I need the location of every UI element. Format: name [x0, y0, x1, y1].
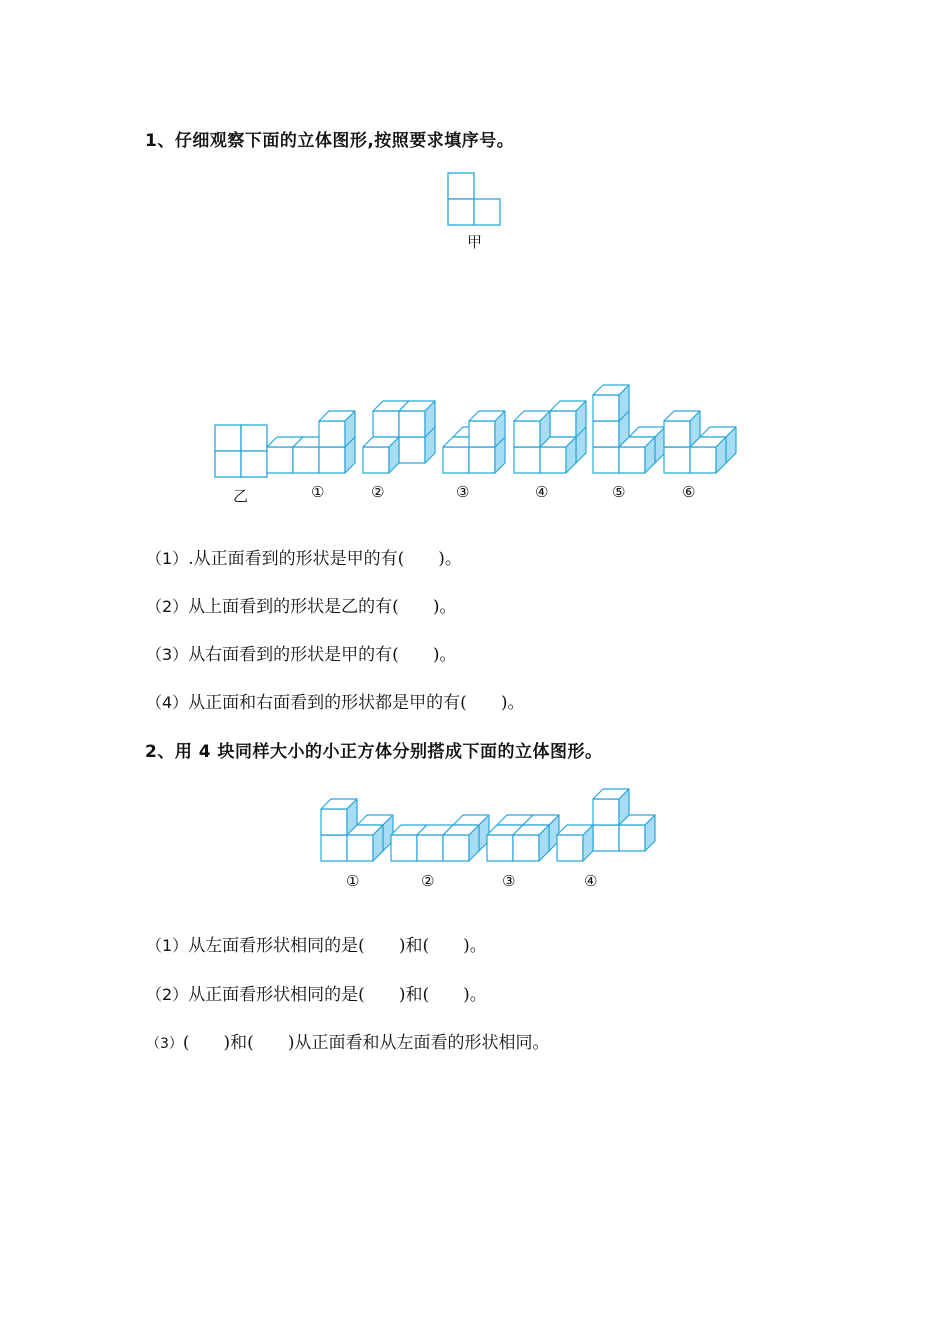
s1-figure-label-6: ⑥ — [682, 483, 696, 501]
cube-front-face — [619, 825, 645, 851]
cube-front-face — [690, 447, 716, 473]
s1-question-4-number: （4） — [146, 693, 189, 712]
cube-front-face — [363, 447, 389, 473]
s2-question-3 — [146, 1028, 549, 1053]
cube-front-face — [487, 835, 513, 861]
section2-heading: 2、用 4 块同样大小的小正方体分别搭成下面的立体图形。 — [145, 742, 603, 762]
s2-question-1-number: （1） — [146, 936, 189, 955]
s1-question-1-text: .从正面看到的形状是甲的有( )。 — [188, 549, 462, 569]
cube-front-face — [321, 809, 347, 835]
s1-question-1 — [146, 544, 462, 569]
cube-front-face — [443, 835, 469, 861]
s1-figure-label-4: ④ — [535, 483, 549, 501]
cube-front-face — [619, 447, 645, 473]
s2-figure-label-2: ② — [421, 872, 435, 890]
cube-front-face — [319, 447, 345, 473]
cube-front-face — [513, 835, 539, 861]
s1-question-4 — [146, 688, 524, 713]
cube-front-face — [321, 835, 347, 861]
section1-solid-figures — [0, 390, 950, 520]
s1-question-1-number: （1） — [146, 549, 189, 568]
s2-question-3-text: ( )和( )从正面看和从左面看的形状相同。 — [182, 1033, 550, 1053]
s1-question-3-text: 从右面看到的形状是甲的有( )。 — [188, 645, 457, 665]
s1-figure-label-3: ③ — [456, 483, 470, 501]
cube-front-face — [514, 447, 540, 473]
cube-front-face — [417, 835, 443, 861]
view-jia-diagram — [446, 172, 506, 232]
s2-question-2-text: 从正面看形状相同的是( )和( )。 — [188, 985, 487, 1005]
cube-front-face — [557, 835, 583, 861]
s1-question-3-number: （3） — [146, 645, 189, 664]
cube-front-face — [593, 825, 619, 851]
s2-question-2-number: （2） — [146, 985, 189, 1004]
cube-front-face — [514, 421, 540, 447]
view-jia-label: 甲 — [467, 233, 483, 251]
cube-front-face — [664, 447, 690, 473]
s2-question-1 — [146, 931, 487, 956]
cube-front-face — [593, 395, 619, 421]
s2-figure-label-4: ④ — [584, 872, 598, 890]
cube-front-face — [373, 411, 399, 437]
cube-front-face — [267, 447, 293, 473]
cube-front-face — [469, 447, 495, 473]
cube-front-face — [293, 447, 319, 473]
s1-question-2-text: 从上面看到的形状是乙的有( )。 — [188, 597, 457, 617]
cube-front-face — [391, 835, 417, 861]
s1-question-2-number: （2） — [146, 597, 189, 616]
s2-figure-label-1: ① — [346, 872, 360, 890]
cube-front-face — [664, 421, 690, 447]
s2-question-3-number: （3） — [146, 1036, 183, 1052]
cube-front-face — [399, 437, 425, 463]
section1-heading: 1、仔细观察下面的立体图形,按照要求填序号。 — [145, 131, 515, 151]
cube-front-face — [347, 835, 373, 861]
s1-question-4-text: 从正面和右面看到的形状都是甲的有( )。 — [188, 693, 525, 713]
section2-solid-figures — [0, 778, 950, 888]
cube-front-face — [469, 421, 495, 447]
cube-front-face — [399, 411, 425, 437]
cube-front-face — [550, 411, 576, 437]
cube-front-face — [593, 799, 619, 825]
cube-front-face — [443, 447, 469, 473]
cube-front-face — [593, 421, 619, 447]
s2-question-1-text: 从左面看形状相同的是( )和( )。 — [188, 936, 487, 956]
cube-front-face — [540, 447, 566, 473]
s2-figure-label-3: ③ — [502, 872, 516, 890]
s1-figure-label-5: ⑤ — [612, 483, 626, 501]
s1-figure-label-1: ① — [311, 483, 325, 501]
s1-figure-label-2: ② — [371, 483, 385, 501]
cube-front-face — [593, 447, 619, 473]
view-yi-label: 乙 — [233, 487, 249, 505]
s1-question-2 — [146, 592, 456, 617]
s1-question-3 — [146, 640, 456, 665]
cube-front-face — [319, 421, 345, 447]
s2-question-2 — [146, 980, 487, 1005]
